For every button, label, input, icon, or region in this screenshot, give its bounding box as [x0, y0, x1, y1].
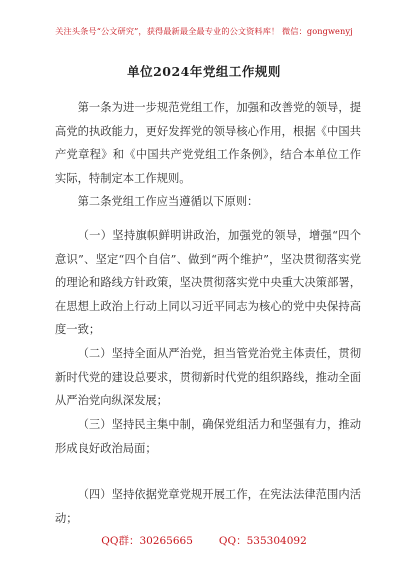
paragraph-text: 第一条为进一步规范党组工作，加强和改善党的领导，提高党的执政能力，更好发挥党的领导核心作用，根据《中国共产党章程》和《中国共产党党组工作条例》，结合本单位工作实际，特制定本工作规则。 [55, 101, 361, 185]
footer-contact [0, 533, 408, 548]
footer-qq: QQ：535304092 [218, 535, 307, 547]
header-banner: 关注头条号“公文研究”，获得最新最全最专业的公文资料库！ 微信：gongwenyj [55, 26, 353, 36]
paragraph-text: （三）坚持民主集中制，确保党组活力和坚强有力，推动形成良好政治局面； [55, 418, 361, 455]
paragraph-text: （二）坚持全面从严治党，担当管党治党主体责任，贯彻新时代党的建设总要求，贯彻新时代党的组织路线，推动全面从严治党向纵深发展； [55, 347, 361, 407]
paragraph-principle-4 [55, 483, 361, 530]
paragraph-text: 第二条党组工作应当遵循以下原则： [77, 195, 259, 208]
paragraph-principle-1 [55, 224, 361, 342]
footer-qq-group: QQ群：30265665 [101, 535, 193, 547]
paragraph-principle-2 [55, 342, 361, 413]
paragraph-text: （一）坚持旗帜鲜明讲政治，加强党的领导，增强“四个意识”、坚定“四个自信”、做到“两个维护”，坚决贯彻落实党的理论和路线方针政策，坚决贯彻落实党中央重大决策部署，在思想上政治上行动上同以习近平同志为核心的党中央保持高度一致； [55, 229, 361, 336]
paragraph-text: （四）坚持依据党章党规开展工作，在宪法法律范围内活动； [55, 488, 361, 525]
paragraph-principle-3 [55, 413, 361, 460]
paragraph-article-1 [55, 96, 361, 190]
document-title: 单位2024年党组工作规则 [127, 64, 281, 79]
paragraph-article-2 [55, 190, 361, 214]
